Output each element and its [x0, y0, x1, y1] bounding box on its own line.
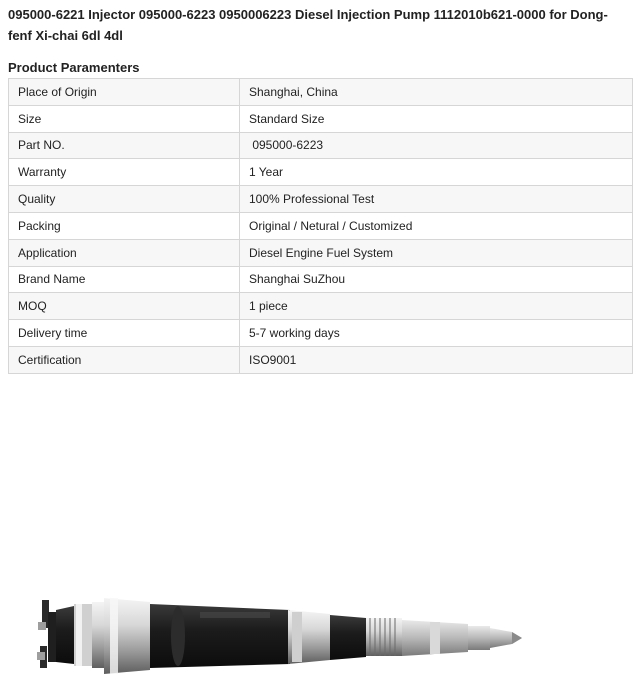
table-row	[9, 159, 633, 186]
param-value: Shanghai SuZhou	[239, 266, 632, 293]
table-row	[9, 79, 633, 106]
table-row	[9, 346, 633, 373]
table-row	[9, 105, 633, 132]
param-value: 5-7 working days	[239, 320, 632, 347]
param-value: Shanghai, China	[239, 79, 632, 106]
param-value: 1 Year	[239, 159, 632, 186]
param-label: Part NO.	[9, 132, 240, 159]
table-row	[9, 266, 633, 293]
param-value: Original / Netural / Customized	[239, 212, 632, 239]
table-row	[9, 132, 633, 159]
param-label: Size	[9, 105, 240, 132]
param-value: 100% Professional Test	[239, 186, 632, 213]
section-heading-product-parameters: Product Paramenters	[8, 60, 140, 75]
table-row	[9, 212, 633, 239]
table-row	[9, 186, 633, 213]
param-label: Brand Name	[9, 266, 240, 293]
param-label: Packing	[9, 212, 240, 239]
product-title: 095000-6221 Injector 095000-6223 0950006223 Diesel Injection Pump 1112010b621-0000 for Dong-fenf Xi-chai 6dl 4dl	[8, 7, 608, 43]
param-label: Delivery time	[9, 320, 240, 347]
param-value: ISO9001	[239, 346, 632, 373]
param-label: Application	[9, 239, 240, 266]
param-label: Certification	[9, 346, 240, 373]
diesel-injector-photo	[0, 560, 636, 699]
param-value: Standard Size	[239, 105, 632, 132]
param-label: MOQ	[9, 293, 240, 320]
param-value: 1 piece	[239, 293, 632, 320]
param-label: Place of Origin	[9, 79, 240, 106]
thread-section	[366, 618, 402, 656]
product-parameters-table	[8, 78, 633, 374]
table-row	[9, 320, 633, 347]
param-label: Quality	[9, 186, 240, 213]
param-value: Diesel Engine Fuel System	[239, 239, 632, 266]
table-row	[9, 293, 633, 320]
param-value: 095000-6223	[239, 132, 632, 159]
param-label: Warranty	[9, 159, 240, 186]
connector-prongs-icon	[37, 600, 58, 668]
table-row	[9, 239, 633, 266]
